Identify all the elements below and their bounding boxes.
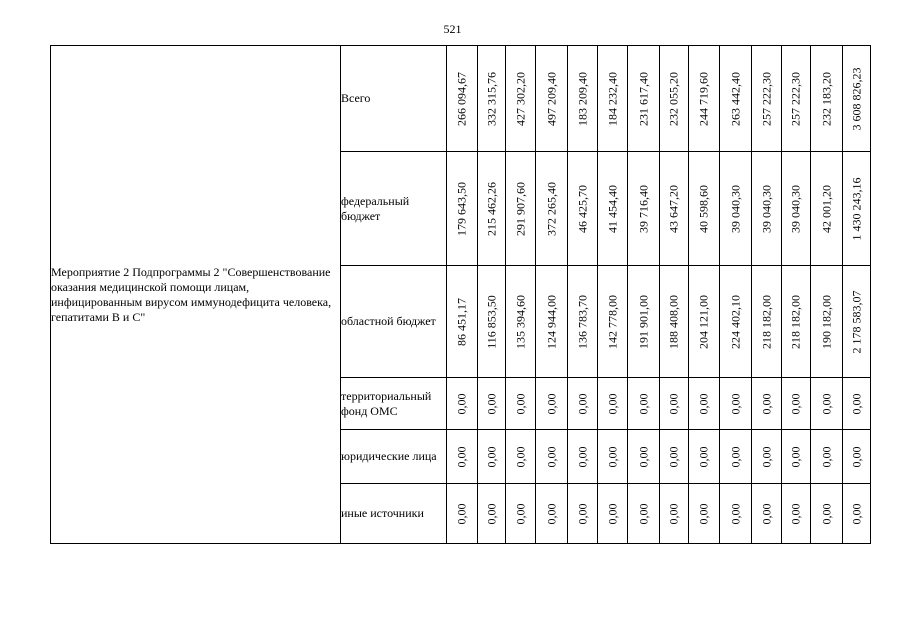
amount-value: 0,00: [666, 393, 681, 414]
amount-value: 0,00: [666, 503, 681, 524]
amount-value: 0,00: [819, 393, 833, 414]
amount-value: 497 209,40: [544, 71, 558, 126]
amount-cell: [478, 46, 506, 152]
amount-cell: [598, 484, 628, 544]
amount-value: 39 716,40: [636, 184, 650, 233]
amount-value: 266 094,67: [454, 71, 469, 126]
amount-value: 0,00: [696, 503, 711, 524]
amount-cell: [598, 152, 628, 266]
amount-cell: [506, 152, 536, 266]
amount-value: 116 853,50: [484, 294, 498, 349]
amount-cell: [478, 152, 506, 266]
amount-cell: [568, 266, 598, 378]
amount-cell: [843, 266, 871, 378]
amount-cell: [598, 430, 628, 484]
amount-cell: [628, 152, 660, 266]
amount-cell: [536, 152, 568, 266]
amount-value: 204 121,00: [696, 294, 711, 349]
amount-value: 0,00: [849, 393, 863, 414]
amount-cell: [843, 46, 871, 152]
amount-value: 0,00: [788, 446, 803, 467]
amount-cell: [752, 484, 782, 544]
amount-cell: [536, 430, 568, 484]
funding-source: областной бюджет: [341, 266, 447, 378]
amount-cell: [752, 46, 782, 152]
amount-cell: [660, 378, 689, 430]
amount-cell: [782, 484, 811, 544]
amount-cell: [689, 430, 720, 484]
amount-cell: [752, 152, 782, 266]
amount-value: 40 598,60: [696, 184, 711, 233]
amount-value: 0,00: [484, 446, 498, 467]
amount-value: 0,00: [849, 446, 863, 467]
amount-cell: [568, 484, 598, 544]
amount-cell: [660, 152, 689, 266]
amount-value: 218 182,00: [759, 294, 773, 349]
amount-cell: [628, 430, 660, 484]
amount-value: 224 402,10: [728, 294, 742, 349]
amount-value: 215 462,26: [484, 181, 498, 236]
amount-value: 0,00: [728, 503, 742, 524]
amount-value: 257 222,30: [759, 71, 773, 126]
amount-cell: [660, 46, 689, 152]
amount-cell: [447, 430, 478, 484]
amount-value: 2 178 583,07: [849, 290, 863, 353]
amount-value: 0,00: [605, 503, 619, 524]
measure-name: Мероприятие 2 Подпрограммы 2 "Совершенствование оказания медицинской помощи лицам, инфицированным вирусом иммунодефицита человека, гепатитами В и С": [51, 46, 341, 544]
amount-cell: [536, 484, 568, 544]
amount-cell: [843, 378, 871, 430]
amount-cell: [720, 484, 752, 544]
amount-value: 0,00: [513, 503, 527, 524]
table-row: [51, 46, 871, 152]
amount-cell: [689, 152, 720, 266]
amount-cell: [478, 266, 506, 378]
amount-value: 427 302,20: [513, 71, 527, 126]
amount-value: 0,00: [728, 446, 742, 467]
amount-cell: [478, 378, 506, 430]
amount-cell: [506, 46, 536, 152]
amount-value: 39 040,30: [728, 184, 742, 233]
amount-value: 0,00: [544, 446, 558, 467]
budget-table: [50, 45, 871, 544]
amount-value: 0,00: [788, 393, 803, 414]
amount-value: 0,00: [605, 446, 619, 467]
amount-value: 231 617,40: [636, 71, 650, 126]
amount-value: 0,00: [575, 393, 589, 414]
amount-value: 184 232,40: [605, 71, 619, 126]
amount-value: 0,00: [513, 393, 527, 414]
amount-cell: [660, 484, 689, 544]
amount-value: 135 394,60: [513, 294, 527, 349]
amount-cell: [843, 484, 871, 544]
amount-cell: [811, 152, 843, 266]
amount-value: 0,00: [759, 446, 773, 467]
amount-value: 0,00: [759, 393, 773, 414]
amount-value: 0,00: [575, 446, 589, 467]
amount-cell: [782, 266, 811, 378]
amount-cell: [752, 430, 782, 484]
amount-value: 136 783,70: [575, 294, 589, 349]
amount-cell: [628, 266, 660, 378]
amount-value: 0,00: [849, 503, 863, 524]
funding-source: федеральный бюджет: [341, 152, 447, 266]
amount-value: 0,00: [788, 503, 803, 524]
amount-cell: [628, 484, 660, 544]
amount-value: 46 425,70: [575, 184, 589, 233]
amount-value: 0,00: [696, 446, 711, 467]
amount-value: 142 778,00: [605, 294, 619, 349]
amount-value: 232 183,20: [819, 71, 833, 126]
amount-value: 0,00: [513, 446, 527, 467]
amount-value: 0,00: [484, 393, 498, 414]
amount-value: 1 430 243,16: [849, 177, 863, 240]
amount-cell: [720, 152, 752, 266]
amount-cell: [447, 266, 478, 378]
amount-value: 0,00: [454, 393, 469, 414]
amount-value: 41 454,40: [605, 184, 619, 233]
amount-cell: [536, 378, 568, 430]
amount-value: 291 907,60: [513, 181, 527, 236]
funding-source: территориальный фонд ОМС: [341, 378, 447, 430]
amount-cell: [782, 378, 811, 430]
funding-source: иные источники: [341, 484, 447, 544]
amount-cell: [811, 430, 843, 484]
amount-cell: [811, 266, 843, 378]
amount-value: 190 182,00: [819, 294, 833, 349]
amount-value: 0,00: [544, 503, 558, 524]
amount-cell: [752, 378, 782, 430]
amount-value: 263 442,40: [728, 71, 742, 126]
amount-value: 179 643,50: [454, 181, 469, 236]
amount-value: 188 408,00: [666, 294, 681, 349]
amount-cell: [782, 152, 811, 266]
amount-value: 0,00: [819, 446, 833, 467]
amount-value: 0,00: [696, 393, 711, 414]
amount-value: 0,00: [484, 503, 498, 524]
amount-cell: [506, 484, 536, 544]
amount-cell: [689, 266, 720, 378]
amount-cell: [536, 266, 568, 378]
amount-cell: [478, 430, 506, 484]
amount-cell: [506, 378, 536, 430]
amount-value: 3 608 826,23: [849, 67, 863, 130]
amount-value: 218 182,00: [788, 294, 803, 349]
amount-value: 124 944,00: [544, 294, 558, 349]
amount-value: 0,00: [759, 503, 773, 524]
amount-value: 0,00: [454, 446, 469, 467]
amount-cell: [720, 430, 752, 484]
amount-value: 232 055,20: [666, 71, 681, 126]
amount-cell: [568, 46, 598, 152]
amount-cell: [447, 484, 478, 544]
amount-cell: [660, 430, 689, 484]
amount-cell: [568, 430, 598, 484]
amount-value: 39 040,30: [788, 184, 803, 233]
amount-cell: [689, 484, 720, 544]
amount-cell: [811, 378, 843, 430]
amount-value: 43 647,20: [666, 184, 681, 233]
amount-cell: [447, 378, 478, 430]
amount-cell: [720, 266, 752, 378]
amount-value: 332 315,76: [484, 71, 498, 126]
amount-value: 0,00: [544, 393, 558, 414]
amount-cell: [628, 378, 660, 430]
amount-value: 86 451,17: [454, 297, 469, 346]
amount-cell: [720, 378, 752, 430]
amount-cell: [782, 46, 811, 152]
amount-cell: [598, 378, 628, 430]
amount-value: 244 719,60: [696, 71, 711, 126]
amount-cell: [598, 266, 628, 378]
amount-cell: [568, 378, 598, 430]
amount-value: 0,00: [728, 393, 742, 414]
amount-value: 39 040,30: [759, 184, 773, 233]
amount-cell: [720, 46, 752, 152]
amount-value: 0,00: [636, 393, 650, 414]
amount-value: 0,00: [636, 503, 650, 524]
amount-cell: [782, 430, 811, 484]
amount-cell: [447, 152, 478, 266]
amount-cell: [568, 152, 598, 266]
amount-value: 0,00: [666, 446, 681, 467]
amount-value: 191 901,00: [636, 294, 650, 349]
page-number: 521: [443, 22, 462, 36]
amount-cell: [506, 430, 536, 484]
amount-cell: [689, 378, 720, 430]
amount-value: 183 209,40: [575, 71, 589, 126]
amount-value: 0,00: [575, 503, 589, 524]
amount-value: 42 001,20: [819, 184, 833, 233]
amount-cell: [843, 430, 871, 484]
amount-cell: [843, 152, 871, 266]
amount-value: 0,00: [454, 503, 469, 524]
funding-source: юридические лица: [341, 430, 447, 484]
amount-cell: [752, 266, 782, 378]
amount-cell: [536, 46, 568, 152]
amount-value: 0,00: [605, 393, 619, 414]
amount-cell: [447, 46, 478, 152]
amount-cell: [506, 266, 536, 378]
amount-value: 0,00: [636, 446, 650, 467]
amount-cell: [598, 46, 628, 152]
amount-cell: [689, 46, 720, 152]
amount-cell: [660, 266, 689, 378]
amount-value: 257 222,30: [788, 71, 803, 126]
amount-cell: [811, 46, 843, 152]
amount-value: 372 265,40: [544, 181, 558, 236]
amount-cell: [811, 484, 843, 544]
amount-cell: [628, 46, 660, 152]
amount-cell: [478, 484, 506, 544]
funding-source: Всего: [341, 46, 447, 152]
amount-value: 0,00: [819, 503, 833, 524]
